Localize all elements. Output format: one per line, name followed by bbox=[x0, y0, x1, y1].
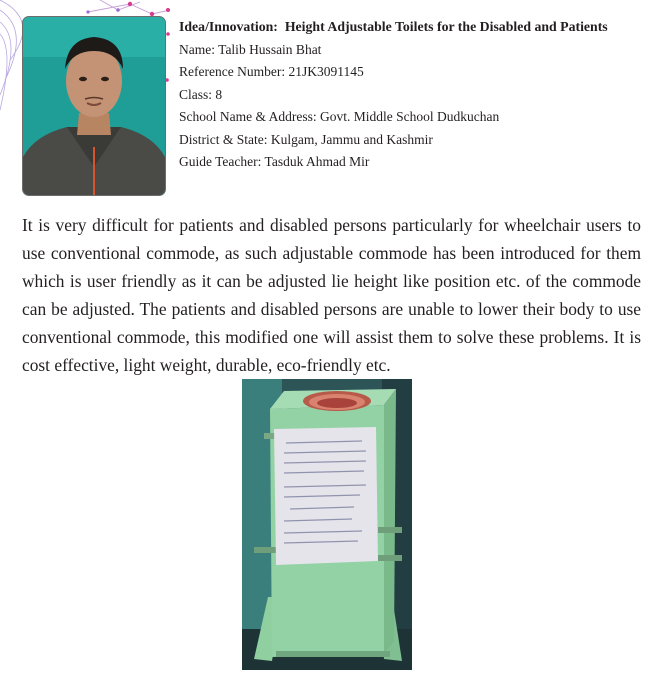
adjustable-commode-photo bbox=[242, 379, 412, 670]
reference-label: Reference Number: bbox=[179, 64, 286, 79]
student-photo bbox=[22, 16, 166, 196]
class-value: 8 bbox=[215, 86, 223, 102]
idea-title-row bbox=[179, 16, 608, 39]
description-paragraph: It is very difficult for patients and disabled persons particularly for wheelchair users to use conventional commode, as such adjustable commode has been introduced for them which is user friendly as it can be adjusted lie height like position etc. of the commode can be adjusted. The patients and disabled persons are unable to lower their body to use conventional commode, this modified one will assist them to solve these problems. It is cost effective, light weight, durable, eco-friendly etc. bbox=[22, 215, 641, 375]
reference-row bbox=[179, 61, 608, 84]
class-label: Class: bbox=[179, 86, 213, 102]
reference-number: 21JK3091145 bbox=[288, 64, 364, 79]
guide-value: Tasduk Ahmad Mir bbox=[264, 154, 370, 169]
school-value: Govt. Middle School Dudkuchan bbox=[320, 109, 500, 124]
school-label: School Name & Address: bbox=[179, 109, 317, 124]
name-row bbox=[179, 39, 608, 62]
student-info bbox=[179, 16, 608, 174]
district-value: Kulgam, Jammu and Kashmir bbox=[270, 131, 433, 147]
district-label: District & State: bbox=[179, 131, 268, 147]
class-row bbox=[179, 84, 608, 107]
student-name: Talib Hussain Bhat bbox=[218, 41, 322, 57]
guide-row bbox=[179, 151, 608, 174]
guide-label: Guide Teacher: bbox=[179, 154, 262, 169]
school-row bbox=[179, 106, 608, 129]
idea-title: Height Adjustable Toilets for the Disabled and Patients bbox=[284, 19, 608, 34]
name-label: Name: bbox=[179, 41, 215, 57]
idea-label: Idea/Innovation: bbox=[179, 19, 278, 34]
district-row bbox=[179, 129, 608, 152]
